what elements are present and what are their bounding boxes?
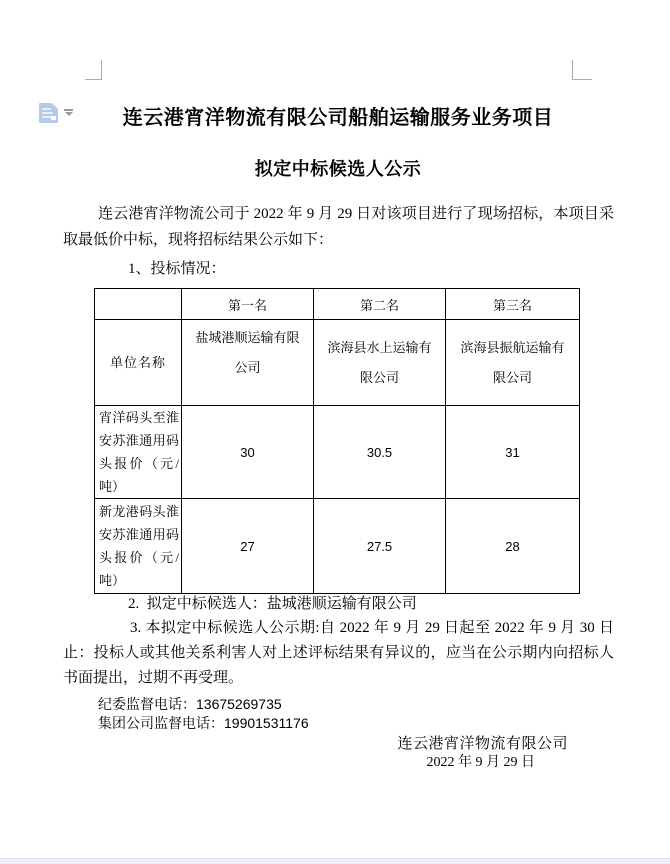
row-label-xiaoyang-price: 宵洋码头至淮安苏淮通用码头报价（元/吨） <box>95 406 182 499</box>
table-row-xinlonggang-price <box>95 499 580 594</box>
signature-date: 2022 年 9 月 29 日 <box>426 755 535 770</box>
company-rank-1: 盐城港顺运输有限公司 <box>182 320 314 406</box>
company-rank-3: 滨海县振航运输有限公司 <box>446 320 580 406</box>
xiaoyang-price-rank-2: 30.5 <box>314 406 446 499</box>
table-row-company-names <box>95 320 580 406</box>
table-header-empty-cell <box>95 289 182 320</box>
section-1-heading: 1、投标情况： <box>128 261 226 277</box>
signature-company: 连云港宵洋物流有限公司 <box>397 736 568 752</box>
page-fold-icon <box>52 103 58 109</box>
table-row-xiaoyang-price <box>95 406 580 499</box>
document-title: 连云港宵洋物流有限公司船舶运输服务业务项目 <box>122 107 554 129</box>
xiaoyang-price-rank-1: 30 <box>182 406 314 499</box>
table-header-rank-1: 第一名 <box>182 289 314 320</box>
table-header-rank-2: 第二名 <box>314 289 446 320</box>
discipline-supervision-phone: 纪委监督电话：13675269735 <box>98 696 282 712</box>
group-supervision-phone: 集团公司监督电话：19901531176 <box>98 715 309 731</box>
company-rank-2: 滨海县水上运输有限公司 <box>314 320 446 406</box>
section-3-publicity-period: 3. 本拟定中标候选人公示期:自 2022 年 9 月 29 日起至 2022 年 9 月 30 日止：投标人或其他关系利害人对上述评标结果有异议的，应当在公示期内向招标人书面提出，过期不再受理。 <box>63 620 614 686</box>
xinlonggang-price-rank-1: 27 <box>182 499 314 594</box>
text-boundary-mark-top-left <box>85 60 102 80</box>
bid-results-table <box>94 288 580 594</box>
paste-options-icon <box>39 103 58 123</box>
xinlonggang-price-rank-2: 27.5 <box>314 499 446 594</box>
app-background-strip <box>0 858 670 864</box>
table-header-row <box>95 289 580 320</box>
xiaoyang-price-rank-3: 31 <box>446 406 580 499</box>
text-boundary-mark-top-right <box>572 60 592 80</box>
table-header-rank-3: 第三名 <box>446 289 580 320</box>
xinlonggang-price-rank-3: 28 <box>446 499 580 594</box>
row-label-company-name: 单位名称 <box>95 320 182 406</box>
document-subtitle: 拟定中标候选人公示 <box>254 159 422 179</box>
intro-paragraph: 连云港宵洋物流公司于 2022 年 9 月 29 日对该项目进行了现场招标，本项目采取最低价中标，现将招标结果公示如下： <box>63 206 614 248</box>
section-2-winner: 2. 拟定中标候选人：盐城港顺运输有限公司 <box>128 596 417 612</box>
row-label-xinlonggang-price: 新龙港码头淮安苏淮通用码头报价（元/吨） <box>95 499 182 594</box>
